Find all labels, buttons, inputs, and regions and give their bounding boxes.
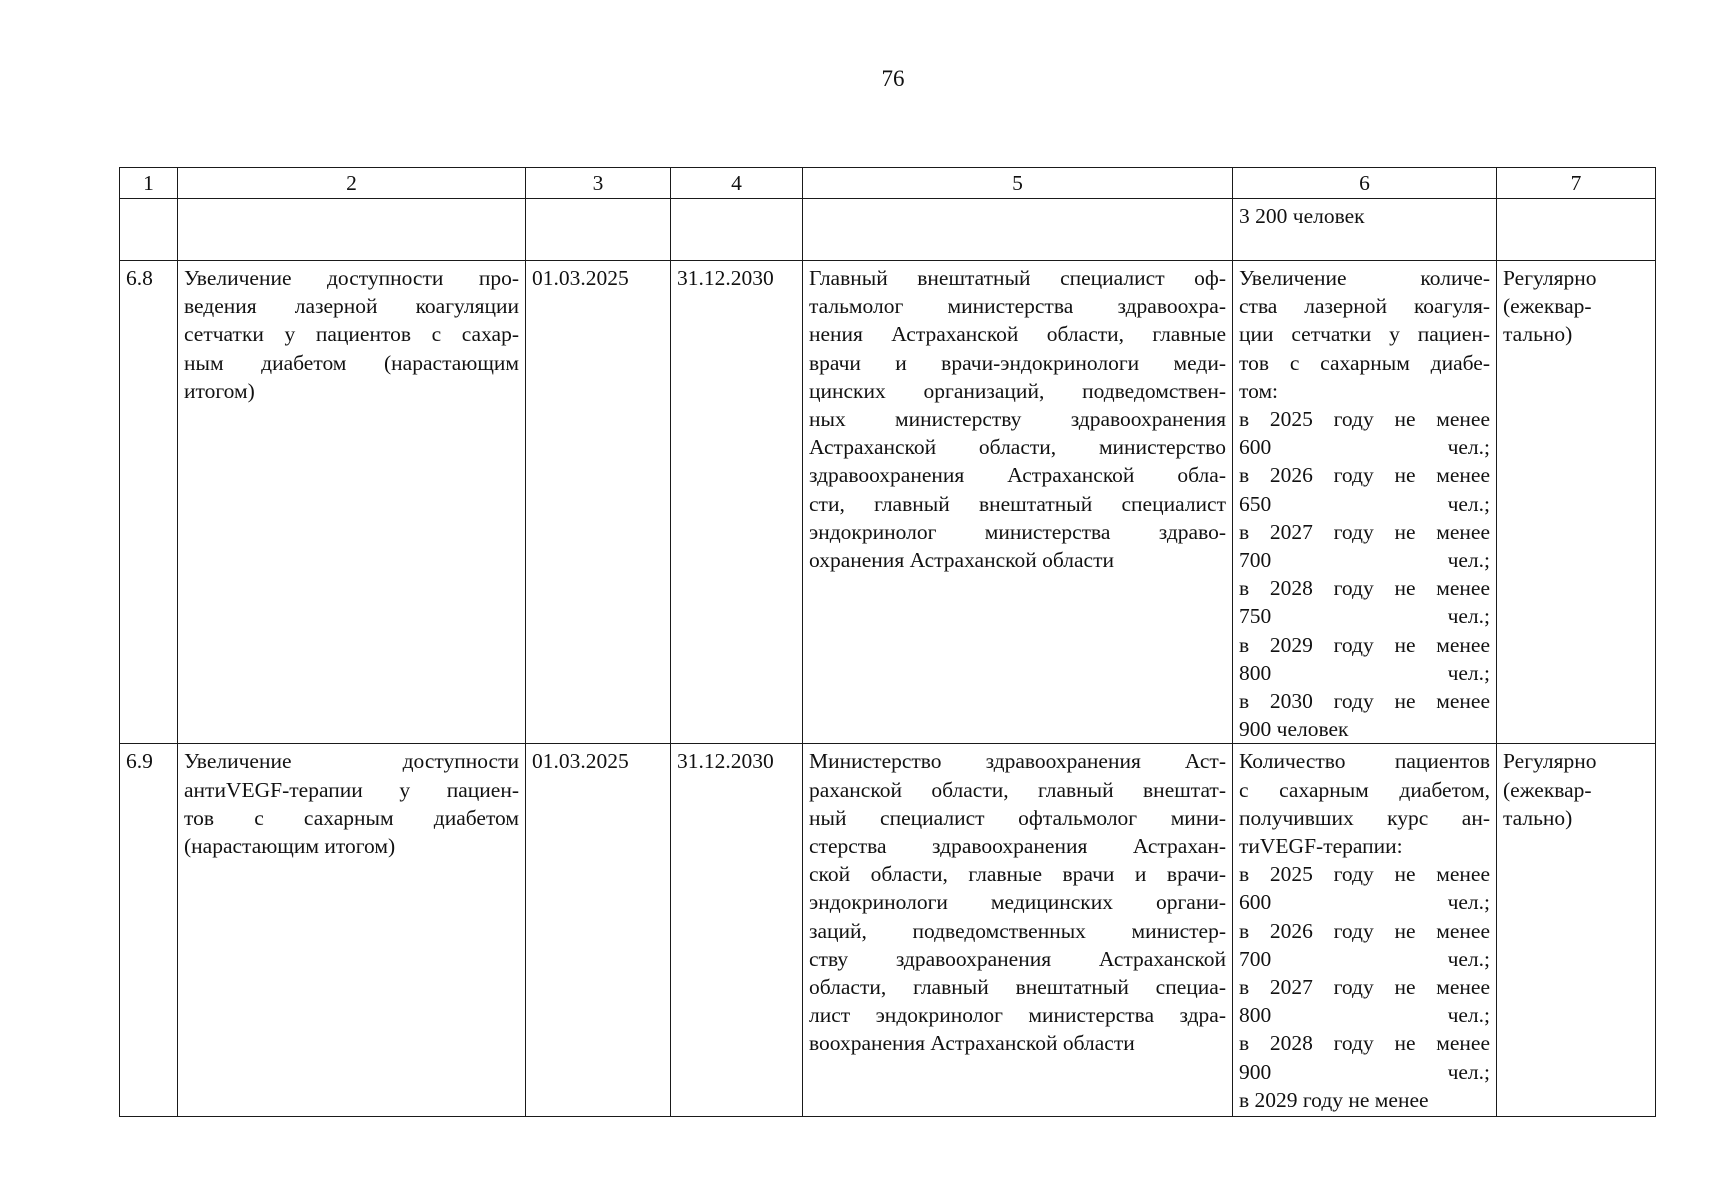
item-number-cell [120,199,178,261]
cell-text-line: Регулярно [1503,266,1597,290]
cell-text-line: ный специалист офтальмолог мини- [809,805,1226,830]
cell-text-line: в 2025 году не менее [1239,407,1490,432]
cell-text-line: эндокринологи медицинских органи- [809,890,1226,915]
cell-text-line: лист эндокринолог министерства здра- [809,1003,1226,1028]
cell-text-line: с сахарным диабетом, [1239,777,1490,802]
cell-text-line: (нарастающим итогом) [184,834,396,859]
cell-text-line: раханской области, главный внештат- [809,777,1226,802]
cell-text-line: ству здравоохранения Астраханской [809,946,1226,971]
cell-text-line: итогом) [184,378,255,403]
cell-text-line: области, главный внештатный специа- [809,975,1226,1000]
cell-text-line: эндокринолог министерства здраво- [809,519,1226,544]
cell-text-line: сти, главный внештатный специалист [809,491,1226,516]
cell-text-line: 600 чел.; [1239,435,1490,460]
table-row [120,261,1656,744]
frequency-cell [1497,261,1656,744]
frequency-cell [1497,199,1656,261]
activities-table [119,167,1656,1117]
cell-text-line: Регулярно [1503,749,1597,774]
cell-text-line: (ежеквар- [1503,777,1592,802]
cell-text-line: ведения лазерной коагуляции [184,294,519,319]
cell-text-line: 650 чел.; [1239,491,1490,516]
cell-text-line: Количество пациентов [1239,749,1490,774]
column-header: 6 [1233,168,1497,199]
responsible-cell [803,199,1233,261]
cell-text-line: Увеличение количе- [1239,266,1490,290]
column-header: 3 [526,168,671,199]
activity-name-cell [178,744,526,1117]
column-header: 2 [178,168,526,199]
cell-text-line: здравоохранения Астраханской обла- [809,463,1226,488]
cell-text-line: ным диабетом (нарастающим [184,350,519,375]
start-date-cell [526,199,671,261]
cell-text-line: 700 чел.; [1239,548,1490,573]
cell-text-line: Главный внештатный специалист оф- [809,266,1226,290]
table-row [120,744,1656,1117]
column-header: 7 [1497,168,1656,199]
cell-text-line: воохранения Астраханской области [809,1031,1135,1056]
responsible-cell [803,261,1233,744]
start-date-cell: 01.03.2025 [526,744,671,1117]
frequency-cell [1497,744,1656,1117]
indicator-cell [1233,744,1497,1117]
cell-text-line: в 2028 году не менее [1239,576,1490,601]
cell-text-line: в 2025 году не менее [1239,862,1490,887]
cell-text-line: ных министерству здравоохранения [809,407,1226,432]
end-date-cell: 31.12.2030 [671,261,803,744]
cell-text-line: ской области, главные врачи и врачи- [809,862,1226,887]
cell-text-line: тиVEGF-терапии: [1239,834,1403,859]
cell-text-line: врачи и врачи-эндокринологи меди- [809,350,1226,375]
cell-text-line: в 2030 году не менее [1239,689,1490,714]
cell-text-line: 900 чел.; [1239,1059,1490,1084]
table-header-row [120,168,1656,199]
cell-text-line: ции сетчатки у пациен- [1239,322,1490,347]
end-date-cell: 31.12.2030 [671,744,803,1117]
cell-text-line: нения Астраханской области, главные [809,322,1226,347]
cell-text-line: охранения Астраханской области [809,548,1114,573]
start-date-cell: 01.03.2025 [526,261,671,744]
cell-text-line: в 2026 году не менее [1239,463,1490,488]
cell-text-line: 600 чел.; [1239,890,1490,915]
item-number-cell: 6.9 [120,744,178,1117]
cell-text-line: сетчатки у пациентов с сахар- [184,322,519,347]
cell-text-line: тально) [1503,322,1573,347]
cell-text-line: 700 чел.; [1239,946,1490,971]
cell-text-line: Астраханской области, министерство [809,435,1226,460]
indicator-cell [1233,199,1497,261]
cell-text-line: Министерство здравоохранения Аст- [809,749,1226,774]
cell-text-line: заций, подведомственных министер- [809,918,1226,943]
activity-name-cell [178,261,526,744]
cell-text-line: в 2028 году не менее [1239,1031,1490,1056]
page-number: 76 [881,66,905,91]
cell-text-line: ства лазерной коагуля- [1239,294,1490,319]
cell-text-line: получивших курс ан- [1239,805,1490,830]
cell-text-line: антиVEGF-терапии у пациен- [184,777,519,802]
cell-text-line: цинских организаций, подведомствен- [809,378,1226,403]
indicator-cell [1233,261,1497,744]
cell-text-line: тальмолог министерства здравоохра- [809,294,1226,319]
item-number-cell: 6.8 [120,261,178,744]
cell-text-line: 3 200 человек [1239,204,1365,228]
cell-text-line: 750 чел.; [1239,604,1490,629]
cell-text-line: 800 чел.; [1239,660,1490,685]
end-date-cell [671,199,803,261]
column-header: 5 [803,168,1233,199]
cell-text-line: Увеличение доступности [184,749,519,774]
cell-text-line: Увеличение доступности про- [184,266,519,290]
column-header: 1 [120,168,178,199]
cell-text-line: 900 человек [1239,717,1349,742]
cell-text-line: том: [1239,378,1279,403]
cell-text-line: в 2027 году не менее [1239,975,1490,1000]
cell-text-line: стерства здравоохранения Астрахан- [809,834,1226,859]
cell-text-line: (ежеквар- [1503,294,1592,319]
table-row [120,199,1656,261]
cell-text-line: тально) [1503,805,1573,830]
responsible-cell [803,744,1233,1117]
cell-text-line: в 2029 году не менее [1239,1087,1429,1112]
cell-text-line: тов с сахарным диабетом [184,805,519,830]
cell-text-line: 800 чел.; [1239,1003,1490,1028]
cell-text-line: в 2026 году не менее [1239,918,1490,943]
activity-name-cell [178,199,526,261]
cell-text-line: в 2027 году не менее [1239,519,1490,544]
column-header: 4 [671,168,803,199]
cell-text-line: в 2029 году не менее [1239,632,1490,657]
cell-text-line: тов с сахарным диабе- [1239,350,1490,375]
